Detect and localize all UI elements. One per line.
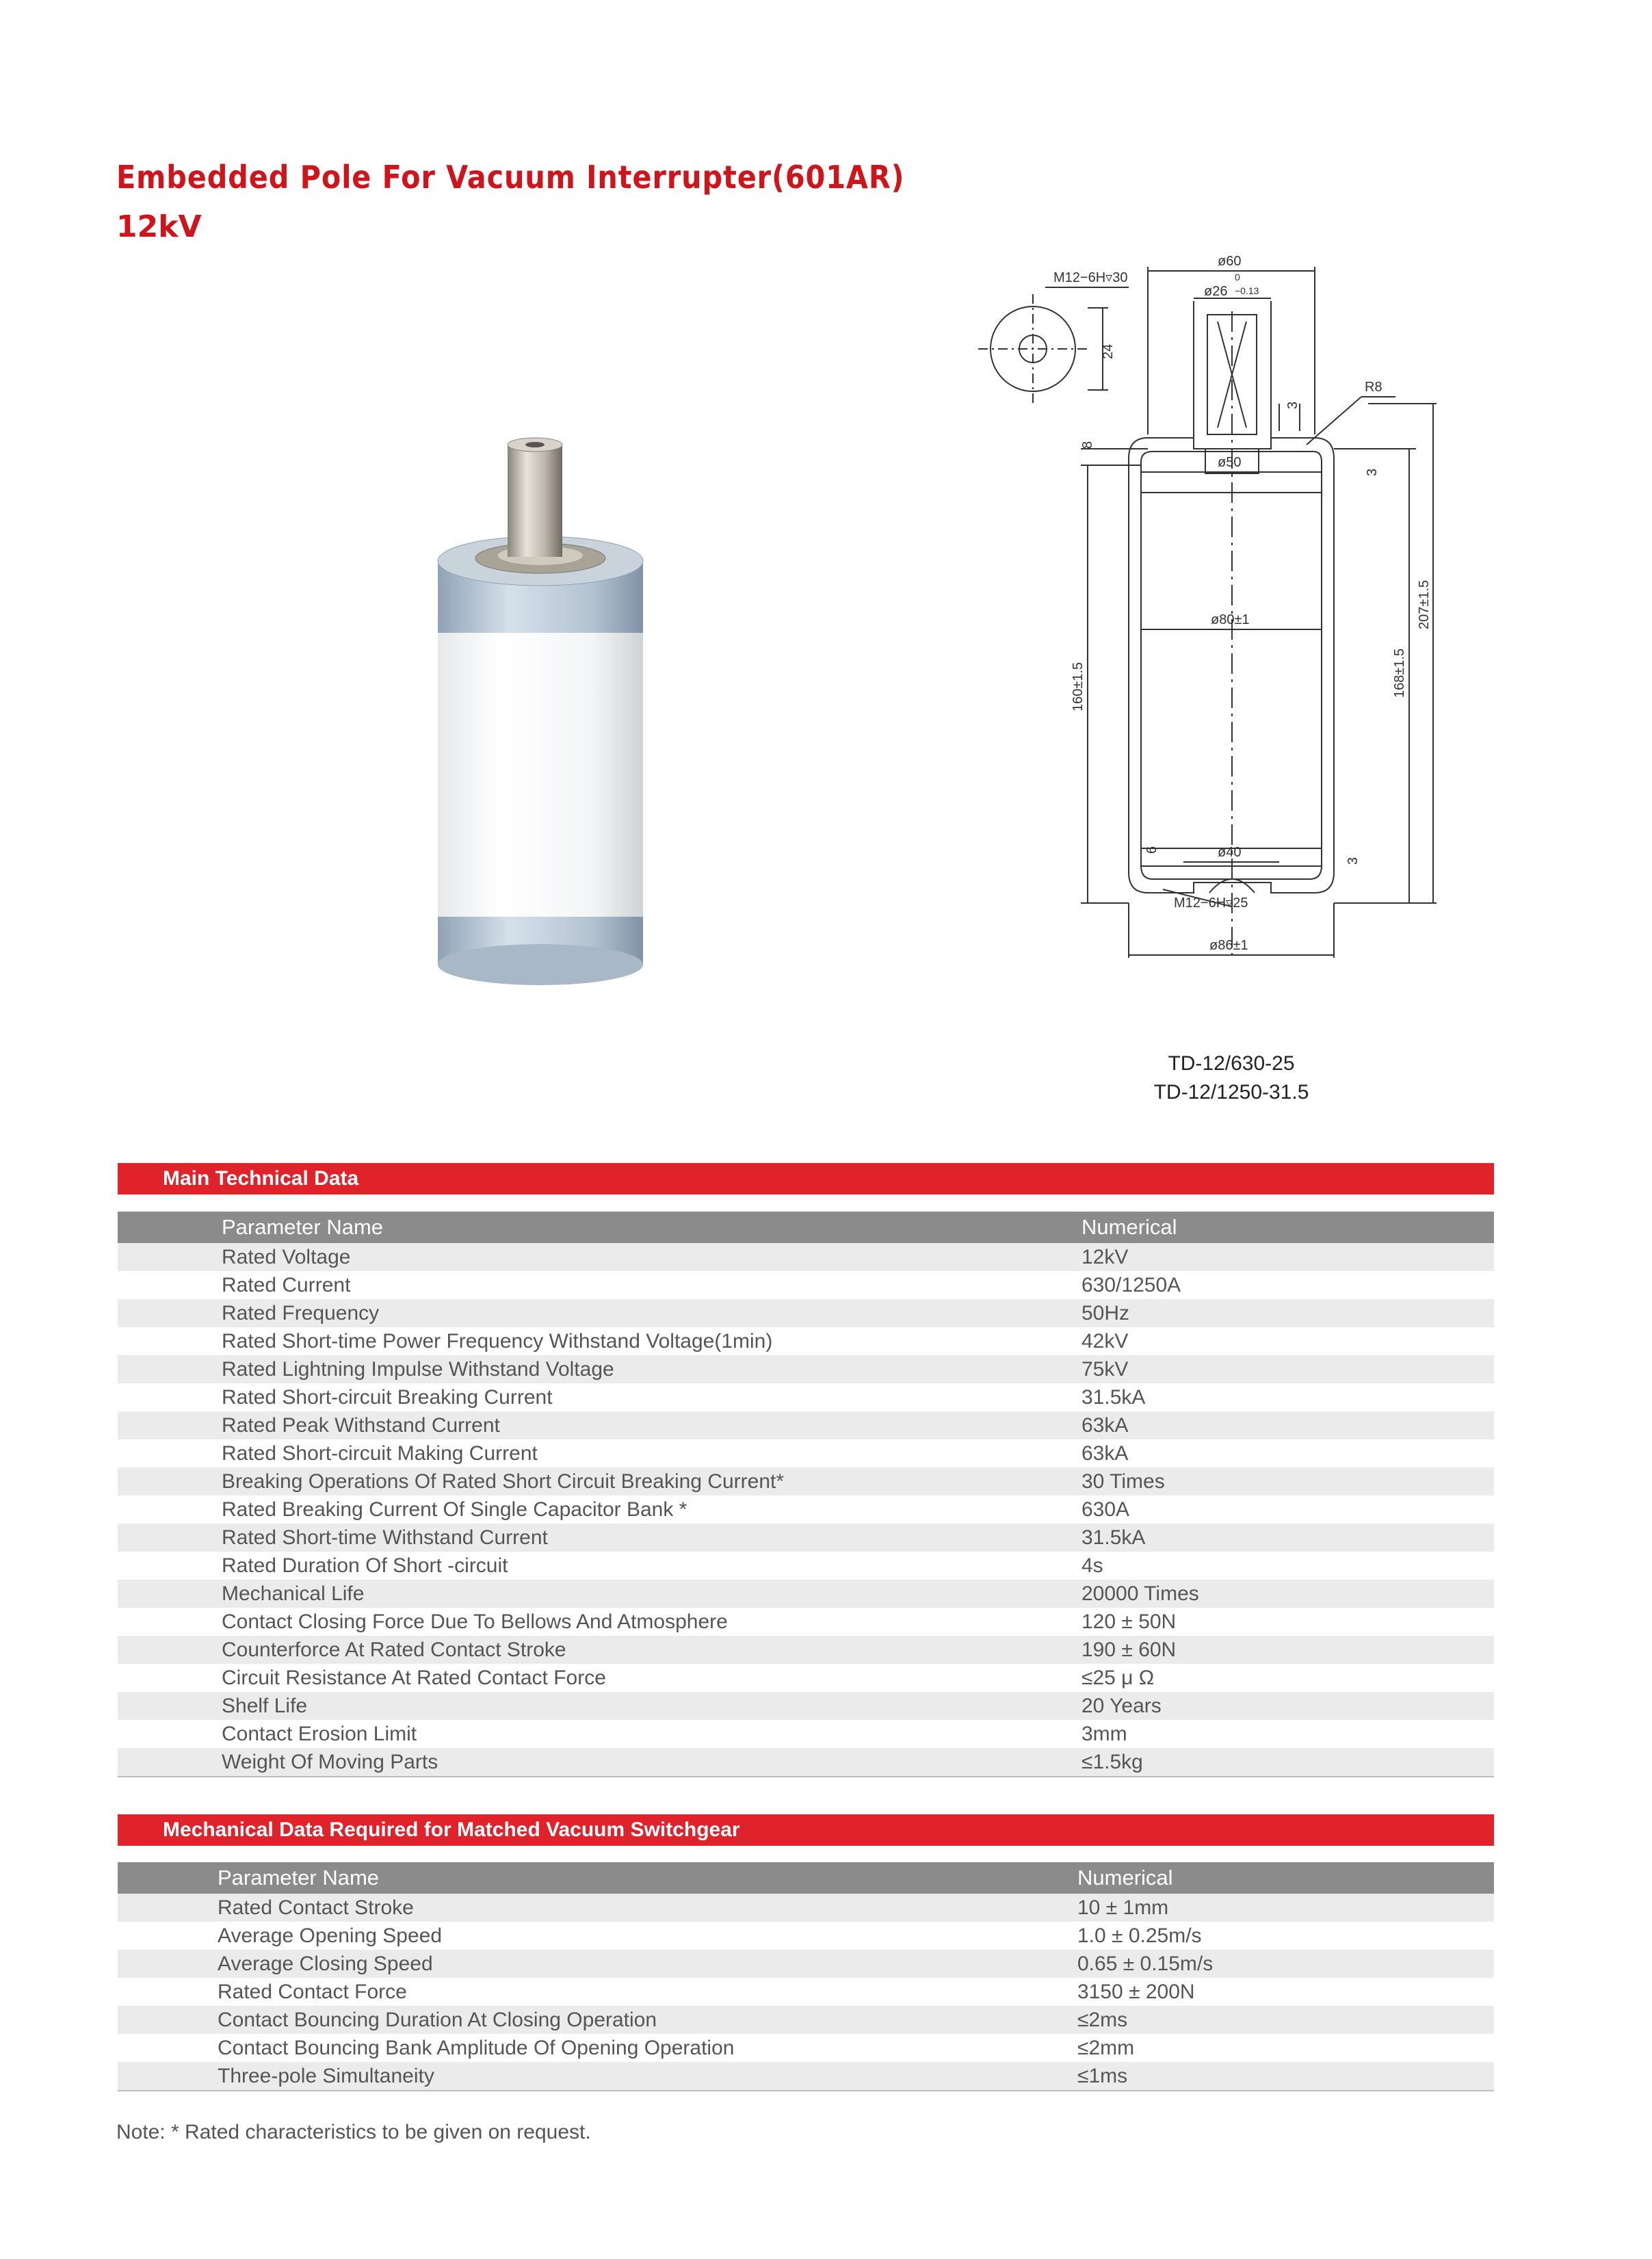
param-value: ≤1.5kg <box>1081 1751 1143 1773</box>
table-row <box>118 1580 1494 1608</box>
table-row <box>118 1383 1494 1411</box>
table-row <box>118 1496 1494 1524</box>
param-name: Rated Voltage <box>222 1246 351 1268</box>
param-name: Rated Contact Force <box>218 1981 407 2003</box>
table-row <box>118 1894 1494 1922</box>
param-value: 1.0 ± 0.25m/s <box>1077 1924 1202 1947</box>
label-d26: ø26 <box>1204 284 1228 299</box>
table-row <box>118 1692 1494 1720</box>
param-name: Average Closing Speed <box>218 1953 433 1975</box>
footnote: Note: * Rated characteristics to be given on request. <box>116 2121 591 2143</box>
param-value: 0.65 ± 0.15m/s <box>1077 1953 1214 1975</box>
label-d80: ø80±1 <box>1211 612 1250 627</box>
param-name: Average Opening Speed <box>218 1924 443 1947</box>
param-value: 3150 ± 200N <box>1077 1981 1195 2003</box>
table-row <box>118 2006 1494 2034</box>
table-row <box>118 1243 1494 1271</box>
table-row <box>118 2062 1494 2090</box>
table-row <box>118 1271 1494 1299</box>
param-name: Weight Of Moving Parts <box>222 1751 438 1773</box>
table-header <box>118 1212 1494 1243</box>
param-name: Rated Short-time Power Frequency Withstand Voltage(1min) <box>222 1330 773 1353</box>
param-name: Rated Contact Stroke <box>218 1896 414 1919</box>
param-value: 75kV <box>1081 1358 1129 1381</box>
table-body <box>118 1894 1494 2090</box>
col-parameter-name: Parameter Name <box>218 1866 380 1890</box>
param-value: ≤1ms <box>1077 2065 1128 2087</box>
param-name: Rated Peak Withstand Current <box>222 1414 500 1437</box>
table-row <box>118 1439 1494 1467</box>
label-thread-top: M12−6H▿30 <box>1053 270 1128 285</box>
table-row <box>118 1299 1494 1327</box>
param-name: Mechanical Life <box>222 1582 365 1605</box>
param-value: 4s <box>1081 1554 1103 1577</box>
param-value: 12kV <box>1081 1246 1129 1268</box>
param-value: 630/1250A <box>1081 1274 1181 1296</box>
table-row <box>118 1978 1494 2006</box>
table-body <box>118 1243 1494 1776</box>
label-d26-tol-lower: −0.13 <box>1235 285 1259 296</box>
param-value: 63kA <box>1081 1442 1129 1465</box>
label-dim6: 6 <box>1144 846 1159 854</box>
param-value: 3mm <box>1081 1723 1127 1745</box>
label-h168: 168±1.5 <box>1392 648 1407 698</box>
param-value: 20000 Times <box>1081 1582 1199 1605</box>
param-value: 31.5kA <box>1081 1526 1146 1549</box>
table-row <box>118 1950 1494 1978</box>
label-d60: ø60 <box>1218 254 1242 269</box>
label-h207: 207±1.5 <box>1417 579 1432 629</box>
param-name: Contact Bouncing Bank Amplitude Of Opening Operation <box>218 2037 735 2059</box>
param-name: Contact Erosion Limit <box>222 1723 417 1745</box>
label-dim3-top: 3 <box>1285 401 1300 409</box>
param-value: 42kV <box>1081 1330 1129 1353</box>
table-row <box>118 1327 1494 1355</box>
param-name: Three-pole Simultaneity <box>218 2065 434 2087</box>
table-row <box>118 1636 1494 1664</box>
param-value: 50Hz <box>1081 1302 1130 1324</box>
param-name: Breaking Operations Of Rated Short Circuit Breaking Current* <box>222 1470 785 1493</box>
table-row <box>118 1467 1494 1496</box>
table-row <box>118 1608 1494 1636</box>
param-value: 630A <box>1081 1498 1130 1521</box>
label-thread-bottom: M12−6H▿25 <box>1174 896 1248 911</box>
param-value: 10 ± 1mm <box>1077 1896 1169 1919</box>
label-dim3-bottom: 3 <box>1346 857 1361 865</box>
label-dim3-right: 3 <box>1365 468 1380 476</box>
product-photo <box>410 424 670 992</box>
param-value: ≤2mm <box>1077 2037 1135 2059</box>
param-name: Rated Breaking Current Of Single Capacitor Bank * <box>222 1498 687 1521</box>
table-row <box>118 1355 1494 1383</box>
param-name: Rated Short-time Withstand Current <box>222 1526 548 1549</box>
technical-drawing <box>958 246 1505 985</box>
param-name: Contact Closing Force Due To Bellows And Atmosphere <box>222 1610 728 1633</box>
label-dim24: 24 <box>1101 343 1116 359</box>
table-row <box>118 1524 1494 1552</box>
table-row <box>118 1552 1494 1580</box>
main-data-section-header: Main Technical Data <box>118 1163 1494 1194</box>
param-name: Shelf Life <box>222 1695 308 1717</box>
mechanical-data-section-header: Mechanical Data Required for Matched Vacuum Switchgear <box>118 1814 1494 1846</box>
param-name: Counterforce At Rated Contact Stroke <box>222 1638 566 1661</box>
table-row <box>118 1748 1494 1776</box>
param-value: 31.5kA <box>1081 1386 1146 1409</box>
table-bottom-rule <box>118 2090 1494 2091</box>
model-name-2: TD-12/1250-31.5 <box>1153 1081 1309 1104</box>
param-value: ≤2ms <box>1077 2009 1128 2031</box>
label-d50: ø50 <box>1218 455 1242 470</box>
param-value: 63kA <box>1081 1414 1129 1437</box>
col-numerical: Numerical <box>1077 1866 1173 1890</box>
param-name: Rated Frequency <box>222 1302 380 1324</box>
main-technical-data-table <box>118 1212 1494 1777</box>
table-row <box>118 1664 1494 1692</box>
table-bottom-rule <box>118 1776 1494 1777</box>
model-name-1: TD-12/630-25 <box>1168 1052 1295 1075</box>
param-value: 30 Times <box>1081 1470 1165 1493</box>
table-row <box>118 1411 1494 1439</box>
col-numerical: Numerical <box>1081 1215 1177 1239</box>
param-name: Rated Current <box>222 1274 351 1296</box>
param-name: Contact Bouncing Duration At Closing Operation <box>218 2009 657 2031</box>
param-value: ≤25 μ Ω <box>1081 1667 1155 1689</box>
label-dim8: 8 <box>1080 441 1095 449</box>
label-d86: ø86±1 <box>1209 938 1248 953</box>
label-d40: ø40 <box>1218 845 1242 860</box>
col-parameter-name: Parameter Name <box>222 1215 384 1239</box>
param-name: Rated Short-circuit Breaking Current <box>222 1386 553 1409</box>
table-row <box>118 2034 1494 2062</box>
table-header <box>118 1862 1494 1894</box>
mechanical-data-table <box>118 1862 1494 2091</box>
label-h160: 160±1.5 <box>1071 662 1086 711</box>
param-value: 120 ± 50N <box>1081 1610 1177 1633</box>
table-row <box>118 1720 1494 1748</box>
param-value: 20 Years <box>1081 1695 1162 1717</box>
param-value: 190 ± 60N <box>1081 1638 1177 1661</box>
label-r8: R8 <box>1365 380 1382 395</box>
param-name: Rated Short-circuit Making Current <box>222 1442 538 1465</box>
param-name: Rated Lightning Impulse Withstand Voltage <box>222 1358 614 1381</box>
label-d26-tol-upper: 0 <box>1235 272 1240 283</box>
param-name: Rated Duration Of Short -circuit <box>222 1554 508 1577</box>
voltage-subtitle: 12kV <box>116 209 202 244</box>
page-title: Embedded Pole For Vacuum Interrupter(601AR) <box>116 159 905 196</box>
param-name: Circuit Resistance At Rated Contact Force <box>222 1667 606 1689</box>
table-row <box>118 1922 1494 1950</box>
